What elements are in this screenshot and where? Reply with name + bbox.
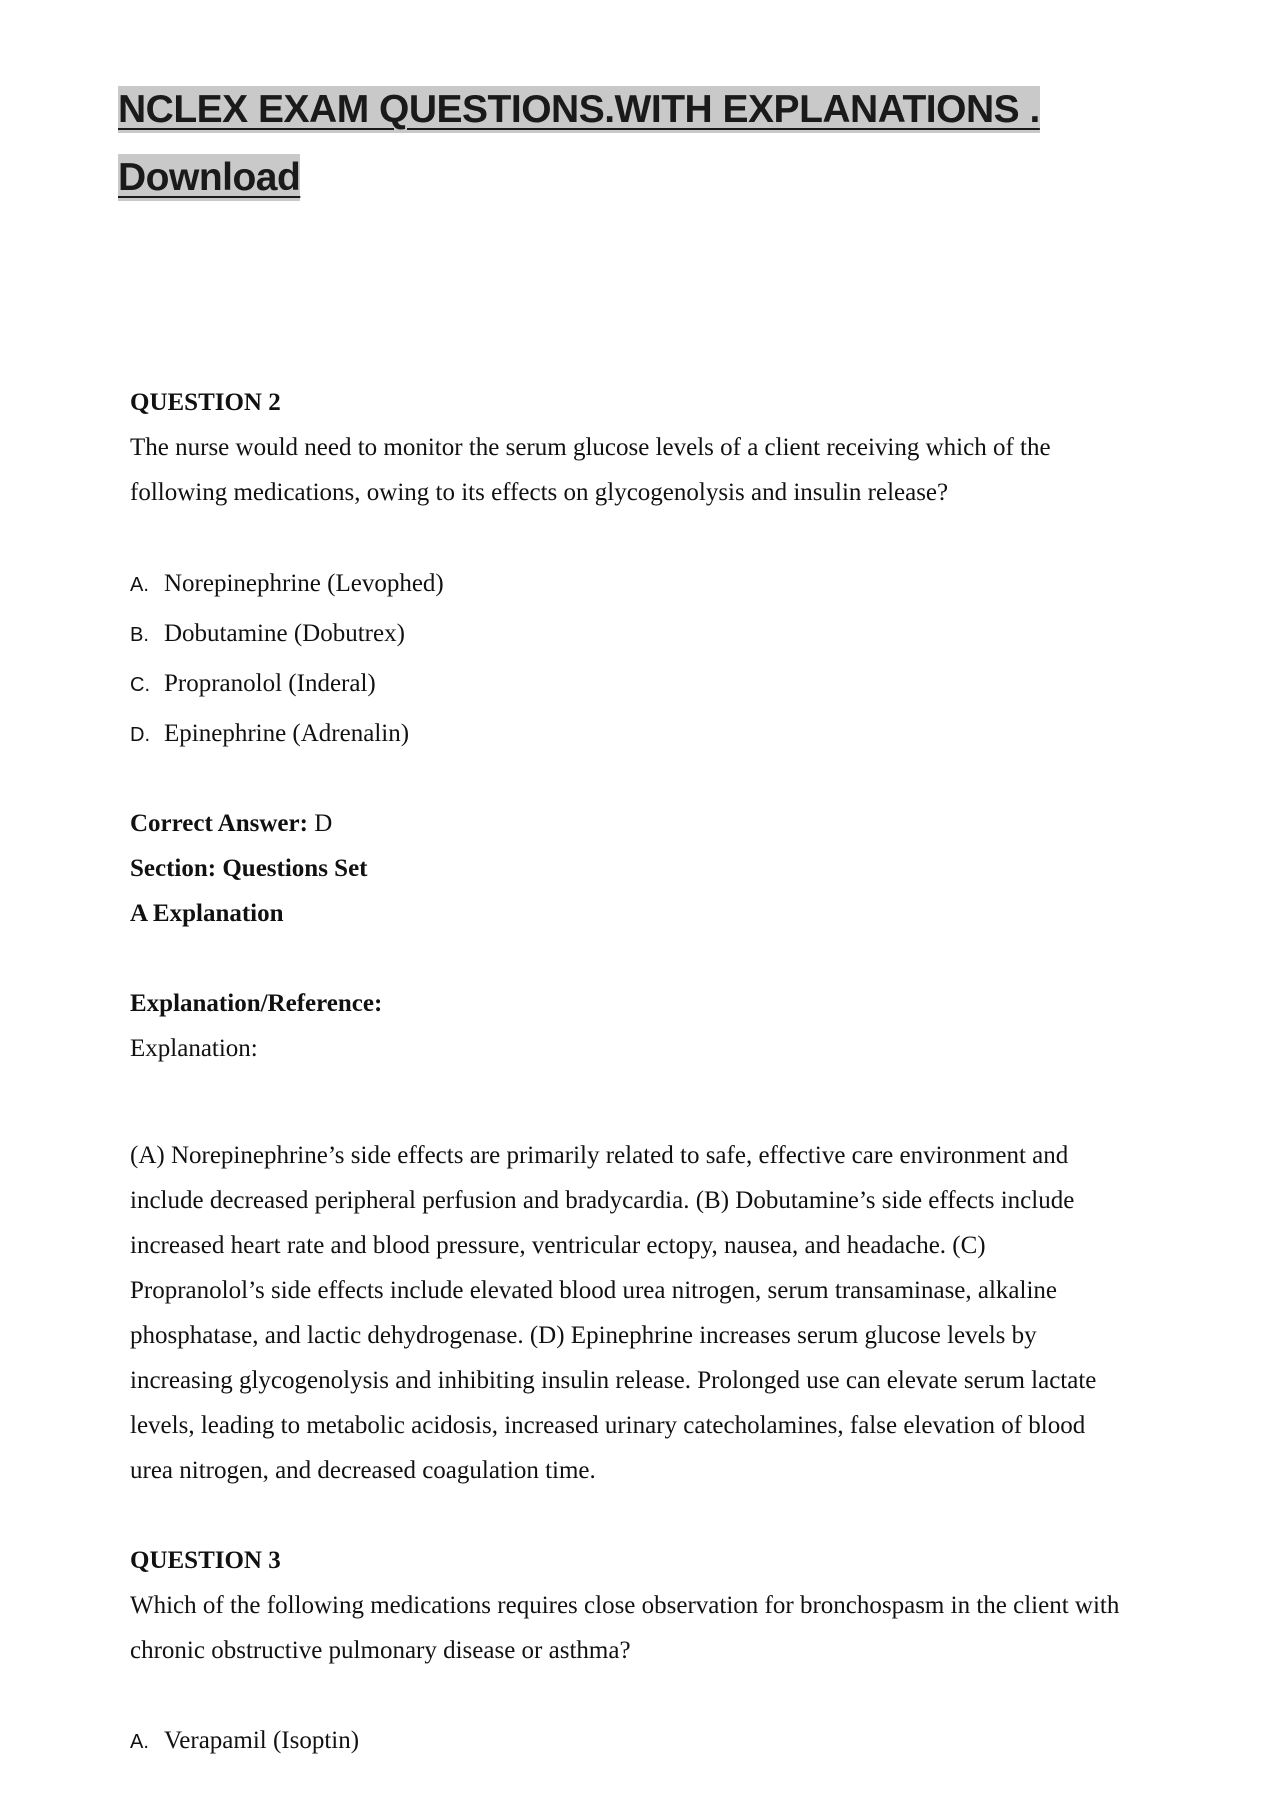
question-2-heading: QUESTION 2 (130, 389, 281, 416)
explanation-line: increasing glycogenolysis and inhibiting insulin release. Prolonged use can elevate serum lactate (130, 1367, 1097, 1394)
correct-answer (130, 810, 332, 838)
a-explanation-label: A Explanation (130, 900, 284, 927)
section-label: Section: Questions Set (130, 855, 368, 882)
explanation-line: (A) Norepinephrine’s side effects are primarily related to safe, effective care environment and (130, 1142, 1069, 1169)
question-3-heading: QUESTION 3 (130, 1547, 281, 1574)
document-title[interactable] (118, 76, 1178, 212)
question-2-stem-line-1: The nurse would need to monitor the serum glucose levels of a client receiving which of the (130, 434, 1051, 461)
option-text: Propranolol (Inderal) (164, 670, 376, 697)
option-letter: C. (130, 674, 150, 696)
title-line-1[interactable]: NCLEX EXAM QUESTIONS.WITH EXPLANATIONS . (118, 88, 1040, 131)
explanation-line: levels, leading to metabolic acidosis, increased urinary catecholamines, false elevation of blood (130, 1412, 1086, 1439)
explanation-reference-heading: Explanation/Reference: (130, 990, 383, 1017)
question-2-option-d[interactable] (130, 720, 409, 748)
explanation-line: phosphatase, and lactic dehydrogenase. (D) Epinephrine increases serum glucose levels by (130, 1322, 1037, 1349)
question-2-option-a[interactable] (130, 570, 444, 598)
question-2-stem-line-2: following medications, owing to its effects on glycogenolysis and insulin release? (130, 479, 949, 506)
option-text: Epinephrine (Adrenalin) (164, 720, 410, 747)
correct-answer-value: D (307, 810, 333, 837)
question-3-stem-line-1: Which of the following medications requires close observation for bronchospasm in the client with (130, 1592, 1120, 1619)
explanation-line: increased heart rate and blood pressure, ventricular ectopy, nausea, and headache. (C) (130, 1232, 986, 1259)
question-2-option-b[interactable] (130, 620, 405, 648)
option-letter: A. (130, 574, 149, 596)
explanation-label: Explanation: (130, 1035, 258, 1062)
option-text: Dobutamine (Dobutrex) (164, 620, 405, 647)
question-3-stem-line-2: chronic obstructive pulmonary disease or asthma? (130, 1637, 631, 1664)
explanation-line: urea nitrogen, and decreased coagulation time. (130, 1457, 596, 1484)
option-text: Verapamil (Isoptin) (164, 1727, 360, 1754)
question-2-option-c[interactable] (130, 670, 376, 698)
option-letter: A. (130, 1731, 149, 1753)
explanation-line: include decreased peripheral perfusion and bradycardia. (B) Dobutamine’s side effects include (130, 1187, 1075, 1214)
option-letter: B. (130, 624, 149, 646)
question-3-option-a[interactable] (130, 1727, 359, 1755)
correct-answer-label: Correct Answer: (130, 810, 308, 837)
explanation-line: Propranolol’s side effects include elevated blood urea nitrogen, serum transaminase, alkaline (130, 1277, 1058, 1304)
option-letter: D. (130, 724, 150, 746)
title-line-2-download-link[interactable]: Download (118, 156, 301, 199)
option-text: Norepinephrine (Levophed) (164, 570, 444, 597)
